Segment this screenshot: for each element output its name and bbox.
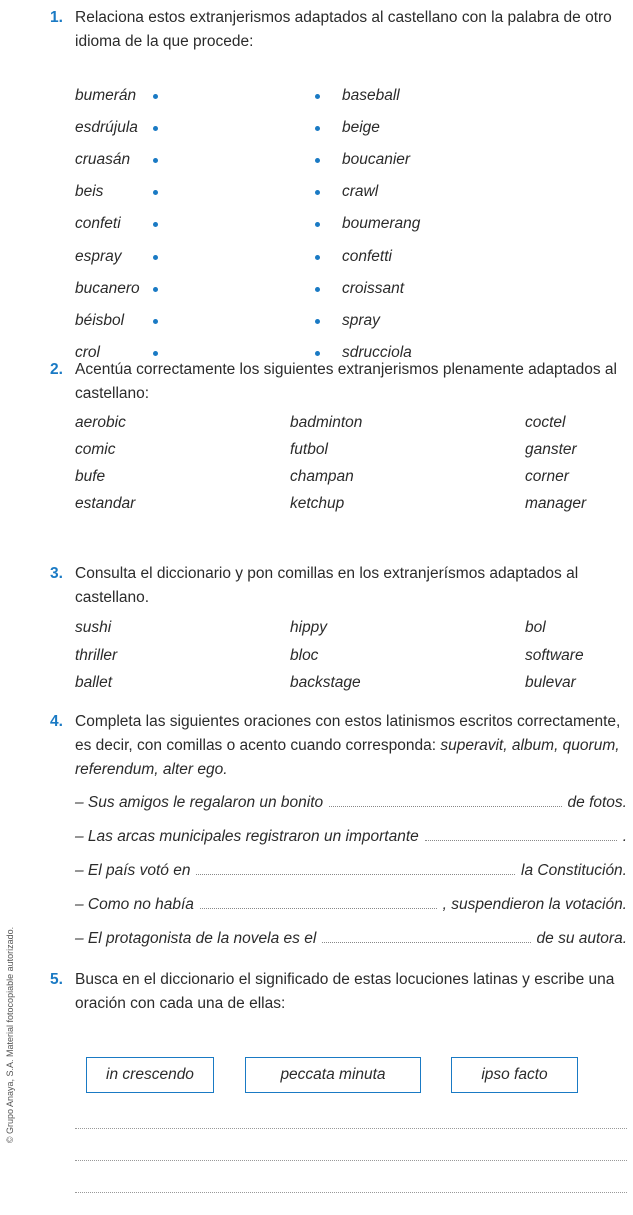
grid-word: corner (525, 468, 569, 485)
sentence-end: de fotos. (567, 794, 627, 811)
grid-word: coctel (525, 414, 566, 431)
grid-word: badminton (290, 414, 363, 431)
exercise-2-number: 2. (50, 361, 63, 378)
right-word: beige (342, 119, 380, 137)
grid-word: hippy (290, 619, 328, 636)
left-match-dot[interactable] (153, 222, 158, 227)
grid-word: estandar (75, 495, 136, 512)
sentence-end: de su autora. (536, 930, 627, 947)
locution-box: peccata minuta (245, 1057, 421, 1093)
grid-word: backstage (290, 674, 361, 691)
locution-box: in crescendo (86, 1057, 214, 1093)
grid-word: futbol (290, 441, 328, 458)
right-word: spray (342, 311, 380, 329)
left-word: beis (75, 183, 104, 201)
left-word: béisbol (75, 311, 125, 329)
fill-in-blank[interactable] (200, 907, 437, 909)
left-word: bucanero (75, 279, 140, 297)
exercise-4-text: Completa las siguientes oraciones con estos latinismos escritos correctamente, es decir, con comillas o acento cuando corresponda: (75, 713, 621, 754)
sentence-end: . (622, 828, 627, 845)
locution-box: ipso facto (451, 1057, 578, 1093)
sentence-start: – Como no había (75, 896, 194, 913)
right-word: croissant (342, 279, 405, 297)
answer-line[interactable] (75, 1128, 627, 1129)
sentence-start: – El protagonista de la novela es el (75, 930, 317, 947)
sentence-start: – El país votó en (75, 862, 191, 879)
left-word: confeti (75, 215, 121, 233)
right-match-dot[interactable] (315, 94, 320, 99)
exercise-3-number: 3. (50, 565, 63, 582)
left-word: espray (75, 247, 122, 265)
left-word: esdrújula (75, 119, 138, 137)
exercise-5-number: 5. (50, 971, 63, 988)
sentence (75, 827, 627, 847)
grid-word: ganster (525, 441, 577, 458)
right-match-dot[interactable] (315, 190, 320, 195)
exercise-4-words: superavit, album, quorum, referendum, alter ego. (75, 737, 620, 778)
right-word: confetti (342, 247, 392, 265)
right-word: crawl (342, 183, 379, 201)
left-match-dot[interactable] (153, 255, 158, 260)
right-match-dot[interactable] (315, 158, 320, 163)
grid-word: ketchup (290, 495, 345, 512)
right-match-dot[interactable] (315, 319, 320, 324)
answer-line[interactable] (75, 1160, 627, 1161)
grid-word: aerobic (75, 414, 126, 431)
sentence (75, 793, 627, 813)
exercise-2-text: Acentúa correctamente los siguientes extranjerismos plenamente adaptados al castellano: (75, 361, 617, 402)
left-match-dot[interactable] (153, 126, 158, 131)
right-word: boumerang (342, 215, 421, 233)
grid-word: thriller (75, 646, 118, 664)
left-word: crol (75, 343, 100, 361)
grid-word: bufe (75, 468, 106, 485)
exercise-1-number: 1. (50, 9, 63, 26)
left-match-dot[interactable] (153, 319, 158, 324)
grid-word: comic (75, 441, 116, 458)
sentence (75, 861, 627, 881)
copyright-note: © Grupo Anaya, S.A. Material fotocopiable autorizado. (5, 926, 15, 1144)
right-word: boucanier (342, 151, 411, 169)
sentence-end: , suspendieron la votación. (442, 896, 627, 913)
grid-word: champan (290, 468, 354, 485)
exercise-4-instructions (75, 710, 627, 782)
grid-word: manager (525, 495, 587, 512)
fill-in-blank[interactable] (329, 805, 561, 807)
right-match-dot[interactable] (315, 126, 320, 131)
grid-word: software (525, 646, 584, 664)
right-match-dot[interactable] (315, 255, 320, 260)
grid-word: ballet (75, 674, 113, 691)
right-match-dot[interactable] (315, 222, 320, 227)
grid-word: sushi (75, 619, 112, 636)
right-word: baseball (342, 87, 400, 104)
left-match-dot[interactable] (153, 351, 158, 356)
grid-word: bloc (290, 646, 319, 664)
left-match-dot[interactable] (153, 158, 158, 163)
sentence-end: la Constitución. (521, 862, 627, 879)
grid-word: bulevar (525, 674, 576, 691)
sentence (75, 929, 627, 949)
fill-in-blank[interactable] (322, 941, 530, 943)
left-word: cruasán (75, 151, 131, 169)
fill-in-blank[interactable] (196, 873, 515, 875)
fill-in-blank[interactable] (425, 839, 617, 841)
right-match-dot[interactable] (315, 287, 320, 292)
grid-word: bol (525, 619, 546, 636)
exercise-4-number: 4. (50, 713, 63, 730)
left-match-dot[interactable] (153, 287, 158, 292)
sentence (75, 895, 627, 915)
sentence-start: – Las arcas municipales registraron un importante (75, 828, 419, 845)
exercise-1-text: Relaciona estos extranjerismos adaptados al castellano con la palabra de otro idioma de la que procede: (75, 9, 612, 50)
left-match-dot[interactable] (153, 190, 158, 195)
right-word: sdrucciola (342, 343, 412, 361)
exercise-3-text: Consulta el diccionario y pon comillas en los extranjerísmos adaptados al castellano. (75, 565, 579, 606)
left-match-dot[interactable] (153, 94, 158, 99)
answer-line[interactable] (75, 1192, 627, 1193)
exercise-5-text: Busca en el diccionario el significado de estas locuciones latinas y escribe una oración con cada una de ellas: (75, 971, 615, 1012)
left-word: bumerán (75, 87, 137, 104)
sentence-start: – Sus amigos le regalaron un bonito (75, 794, 324, 811)
right-match-dot[interactable] (315, 351, 320, 356)
